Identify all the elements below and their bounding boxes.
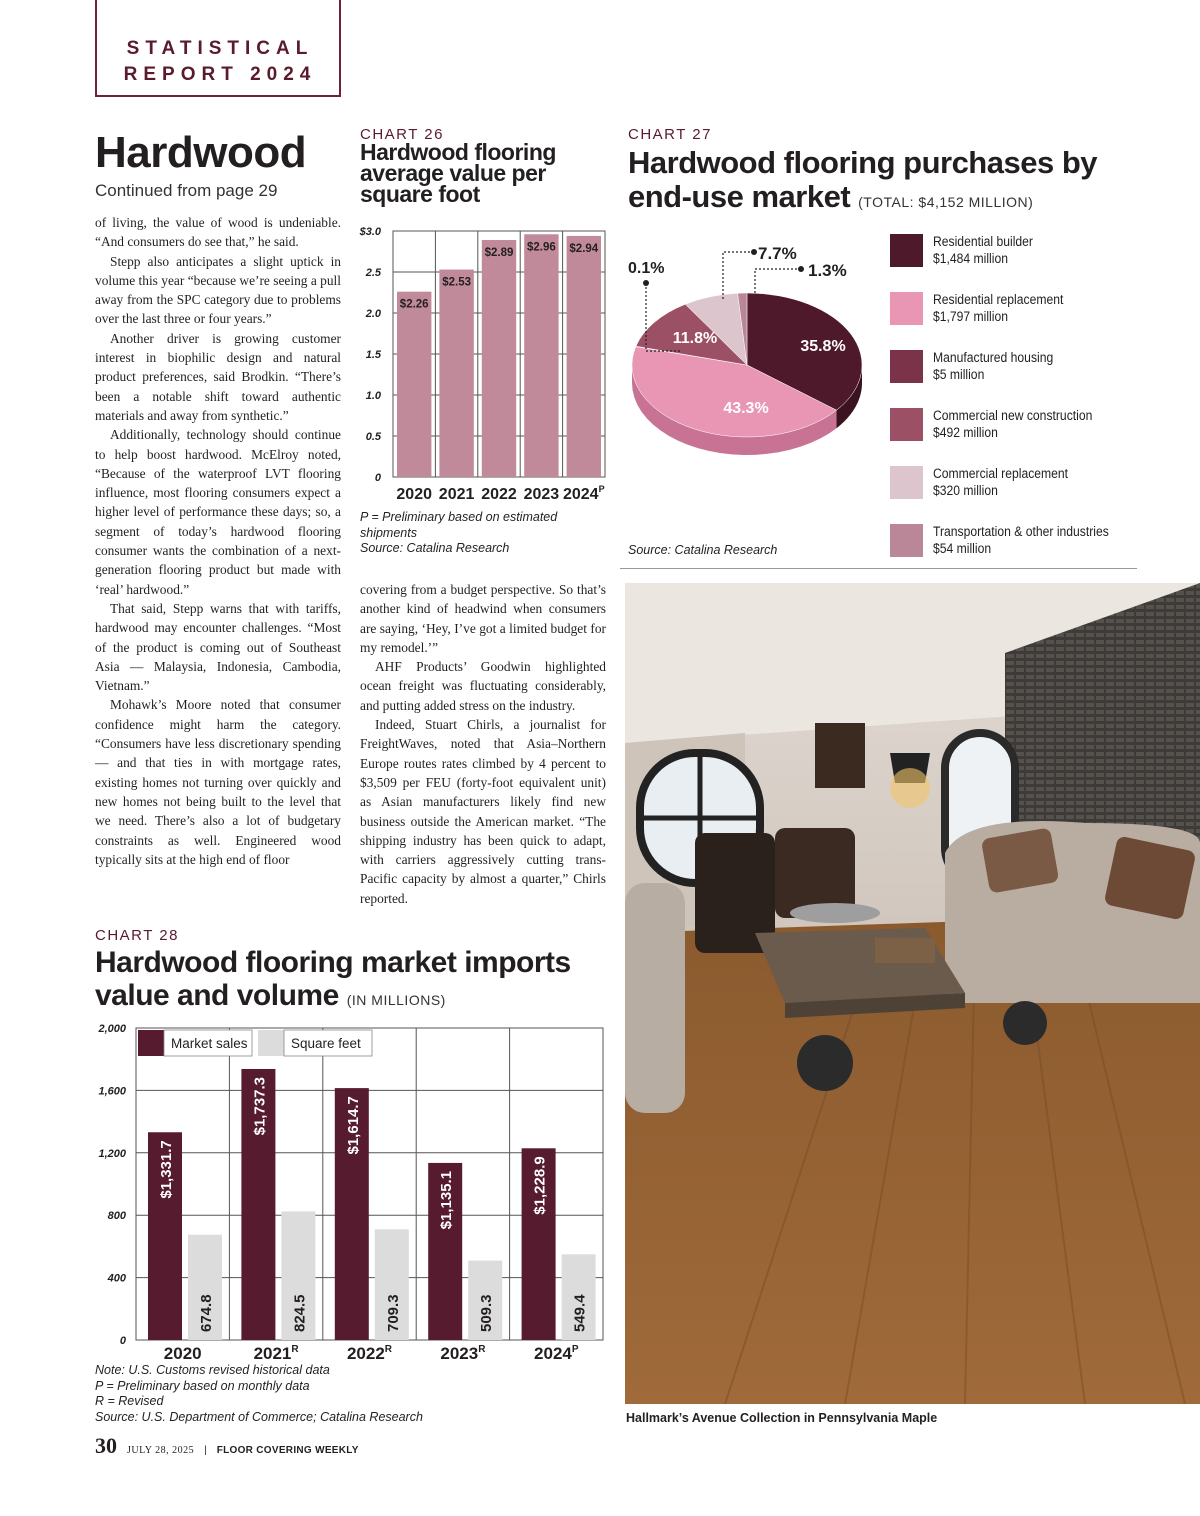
chart28-ytick: 400 <box>107 1272 126 1285</box>
chart27-slice-label: 43.3% <box>723 400 769 417</box>
chart27-legend-text <box>933 349 1053 384</box>
chart27-legend-swatch <box>890 234 923 267</box>
chart28-xtick: $2024^P$ <box>534 1344 579 1363</box>
chart26-xtick: 2023 <box>523 486 560 503</box>
chart27-legend-text <box>933 407 1092 442</box>
chart26-ytick: 2.0 <box>365 308 381 320</box>
chart26-xtick: 2021 <box>438 486 475 503</box>
chart26-bar <box>524 234 558 477</box>
chart27-legend-name: Residential builder <box>933 233 1033 249</box>
chart28-value-label: 549.4 <box>571 1294 589 1332</box>
chart27-legend-swatch <box>890 524 923 557</box>
chart26-plot <box>355 215 615 505</box>
room-photo <box>625 583 1200 1404</box>
chart27-legend-text <box>933 465 1068 500</box>
chart28-ytick: 800 <box>107 1210 126 1223</box>
chart27-legend <box>890 230 1140 560</box>
chart27-legend-text <box>933 233 1033 268</box>
chart27-legend-item <box>890 404 1110 444</box>
chart27-legend-text <box>933 523 1109 558</box>
chart27-legend-item <box>890 346 1067 386</box>
chart27-legend-text <box>933 291 1063 326</box>
chart26-ytick: 0 <box>374 472 381 484</box>
chart27-legend-value: $320 million <box>933 483 998 498</box>
article-title: Hardwood <box>95 128 307 177</box>
chart27-title-line1: Hardwood flooring purchases by <box>628 145 1097 180</box>
article-paragraph: Indeed, Stuart Chirls, a journalist for FreightWaves, noted that Asia–Northern Europe routes rates climbed by 4 percent to $3,509 per FEU (forty-foot equivalent unit) as Asian manufacturers likely find new business outside the American market. “The shipping industry has been quick to adapt, with carriers aggressively cutting trans-Pacific capacity by almost a quarter,” Chirls reported. <box>360 717 606 906</box>
chart28-note1: Note: U.S. Customs revised historical data <box>95 1363 330 1377</box>
footer-publication: FLOOR COVERING WEEKLY <box>216 1445 359 1456</box>
chart28-value-label: $1,737.3 <box>251 1076 269 1136</box>
chart27-slice-label: 0.1% <box>628 260 665 277</box>
chart27-slice-label: 7.7% <box>758 244 797 263</box>
chart28-note3: R = Revised <box>95 1394 164 1408</box>
chart27-legend-swatch <box>890 350 923 383</box>
chart28-kicker: CHART 28 <box>95 927 179 944</box>
chart28-value-label: 709.3 <box>384 1294 402 1332</box>
article-paragraph: AHF Products’ Goodwin highlighted ocean freight was fluctuating considerably, and putting added stress on the industry. <box>360 659 606 713</box>
article-paragraph: That said, Stepp warns that with tariffs, hardwood may encounter challenges. “Most of the product is coming out of Southeast Asia — Malaysia, Indonesia, Cambodia, Vietnam.” <box>95 600 341 694</box>
chart27-total: (TOTAL: $4,152 MILLION) <box>858 194 1034 210</box>
article-paragraph: Additionally, technology should continue to help boost hardwood. McElroy noted, “Because of the waterproof LVT flooring influence, most flooring consumers expect a higher level of performance these days; so, a segment of today’s hardwood flooring consumer wants the combination of a next-generation flooring product but made with ‘real’ hardwood.” <box>95 427 341 597</box>
chart28-value-label: 824.5 <box>291 1294 309 1332</box>
report-header-line1: STATISTICAL <box>126 38 314 59</box>
chart28-title-line2: value and volume <box>95 979 339 1012</box>
chart28-unit: (IN MILLIONS) <box>346 992 446 1008</box>
chart27-legend-swatch <box>890 466 923 499</box>
chart27-title-row2 <box>628 179 1033 215</box>
footer-date: JULY 28, 2025 <box>127 1445 195 1456</box>
chart28-notes <box>95 1363 615 1425</box>
chart26-bar <box>397 292 431 477</box>
page-footer <box>95 1433 359 1459</box>
chart27-legend-value: $1,484 million <box>933 251 1008 266</box>
chart28-title-row2 <box>95 979 446 1013</box>
article-paragraph: covering from a budget perspective. So that’s another kind of headwind when consumers are saying, ‘Hey, I’ve got a limited budget for my remodel.’” <box>360 582 606 655</box>
chart28-value-label: $1,614.7 <box>344 1096 362 1155</box>
chart27-legend-item <box>890 288 1078 328</box>
chart27-legend-swatch <box>890 292 923 325</box>
chart26-source: Source: Catalina Research <box>360 541 510 555</box>
chart27-slice-label: 11.8% <box>672 330 718 347</box>
chart28-value-label: $1,331.7 <box>158 1140 175 1199</box>
chart27-legend-value: $1,797 million <box>933 309 1008 324</box>
chart28-value-label: $1,135.1 <box>438 1170 456 1230</box>
chart27-callout-line <box>755 269 801 293</box>
chart28-legend-swatch <box>258 1030 284 1056</box>
footer-separator: | <box>204 1445 207 1456</box>
chart27-legend-name: Residential replacement <box>933 291 1064 307</box>
chart26-ytick: 2.5 <box>365 267 381 279</box>
article-paragraph: of living, the value of wood is undeniable. “And consumers do see that,” he said. <box>95 215 341 250</box>
chart27-legend-value: $492 million <box>933 425 998 440</box>
chart27-source: Source: Catalina Research <box>628 543 778 557</box>
page-number: 30 <box>95 1433 117 1458</box>
photo-caption: Hallmark’s Avenue Collection in Pennsylvania Maple <box>626 1411 938 1425</box>
chart28-note4: Source: U.S. Department of Commerce; Catalina Research <box>95 1409 423 1424</box>
chart28-legend-label: Market sales <box>171 1036 248 1051</box>
chart27-legend-item <box>890 462 1083 502</box>
chart26-value-label: $2.89 <box>484 247 514 260</box>
chart26-notes <box>360 510 610 557</box>
chart28-legend-label: Square feet <box>291 1036 361 1051</box>
chart27-legend-value: $5 million <box>933 367 985 382</box>
chart27-legend-name: Commercial new construction <box>933 407 1093 423</box>
chart26-title-line1: Hardwood flooring <box>360 139 556 165</box>
article-paragraph: Another driver is growing customer interest in biophilic design and natural product preferences, said Brodkin. “There’s been a notable shift toward authentic materials and away from synthetic.” <box>95 330 341 423</box>
chart26-ytick: 1.0 <box>365 390 381 402</box>
chart27-legend-name: Manufactured housing <box>933 349 1054 365</box>
chart27-legend-item <box>890 230 1044 270</box>
chart26-title-line3: square foot <box>360 181 480 207</box>
chart26-xtick: 2022 <box>481 486 517 503</box>
chart28-ytick: 1,600 <box>98 1085 126 1098</box>
chart28-xtick: $2021^R$ <box>253 1344 299 1363</box>
chart28-note2: P = Preliminary based on monthly data <box>95 1378 310 1393</box>
chart28-legend-swatch <box>138 1030 164 1056</box>
room-photo-illustration <box>625 583 1200 1404</box>
chart26-kicker: CHART 26 <box>360 126 444 143</box>
chart27-title-line2: end-use market <box>628 179 851 214</box>
chart28-ytick: 0 <box>119 1335 126 1347</box>
chart27-rule <box>620 568 1137 569</box>
chart26-xtick: $2024^P$ <box>562 484 605 503</box>
report-header-box <box>95 0 341 97</box>
chart28-ytick: 2,000 <box>98 1023 126 1035</box>
chart26-value-label: $2.53 <box>442 276 471 289</box>
chart26-value-label: $2.26 <box>399 298 429 311</box>
article-paragraph: Mohawk’s Moore noted that consumer confidence might harm the category. “Consumers have less discretionary spending — and that ties in with mortgage rates, existing homes not turning over quickly and new homes not being built to the level that we need. There’s also a lot of budgetary constraints as well. Engineered wood typically sits at the high end of floor <box>95 697 341 867</box>
article-column-1 <box>95 213 341 869</box>
chart28-plot <box>90 1015 615 1365</box>
chart26-note2: shipments <box>360 525 417 540</box>
chart28-value-label: 674.8 <box>198 1294 215 1332</box>
chart26-bar <box>482 240 516 477</box>
chart28-value-label: $1,228.9 <box>531 1156 549 1215</box>
chart26-value-label: $2.96 <box>527 241 556 254</box>
chart28-xtick: 2020 <box>163 1344 202 1363</box>
chart27-pie <box>620 225 885 475</box>
chart26-bar <box>567 236 601 477</box>
chart27-kicker: CHART 27 <box>628 126 712 143</box>
report-header-line2: REPORT 2024 <box>123 64 317 85</box>
article-column-2 <box>360 580 606 908</box>
chart27-slice-label: 1.3% <box>808 261 847 280</box>
chart26-value-label: $2.94 <box>569 242 599 255</box>
chart27-legend-name: Transportation & other industries <box>933 523 1109 539</box>
chart26-ytick: 0.5 <box>365 431 381 443</box>
chart27-legend-value: $54 million <box>933 541 992 556</box>
chart28-xtick: $2023^R$ <box>440 1344 486 1363</box>
chart28-title-line1: Hardwood flooring market imports <box>95 946 571 979</box>
article-paragraph: Stepp also anticipates a slight uptick in volume this year “because we’re seeing a pull away from the SPC category due to problems over the last three or four years.” <box>95 253 341 327</box>
chart26-title-line2: average value per <box>360 160 546 186</box>
chart26-xtick: 2020 <box>396 486 432 503</box>
chart27-legend-swatch <box>890 408 923 441</box>
chart26-note1: P = Preliminary based on estimated <box>360 510 558 524</box>
chart27-legend-name: Commercial replacement <box>933 465 1069 481</box>
article-continued: Continued from page 29 <box>95 181 278 200</box>
chart26-ytick: 1.5 <box>365 349 381 361</box>
chart26-title <box>360 139 610 207</box>
chart26-ytick: $3.0 <box>359 226 381 238</box>
chart28-value-label: 509.3 <box>478 1294 496 1332</box>
chart27-slice-label: 35.8% <box>800 338 846 355</box>
chart28-ytick: 1,200 <box>98 1147 126 1160</box>
chart27-legend-item <box>890 520 1128 560</box>
chart26-bar <box>439 270 473 477</box>
chart28-xtick: $2022^R$ <box>346 1344 393 1363</box>
